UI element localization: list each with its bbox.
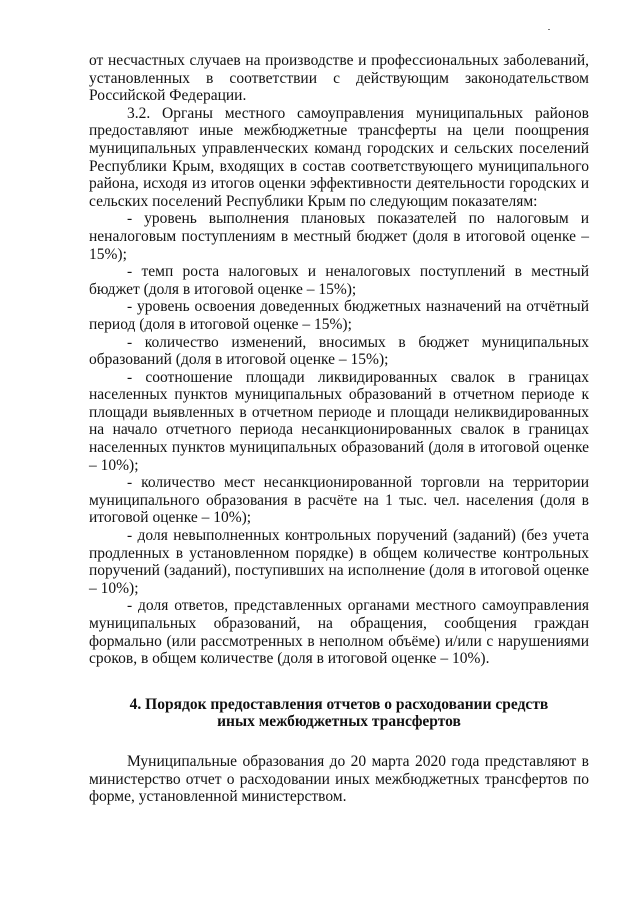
indicator-item: - количество мест несанкционированной торговли на территории муниципального образования в расчёте на 1 тыс. чел. населения (доля в итоговой оценке – 10%);	[89, 474, 589, 527]
indicator-item: - доля ответов, представленных органами местного самоуправления муниципальных образований, на обращения, сообщения граждан формально (или рассмотренных в неполном объёме) и/или с нарушениями сроков, в общем количестве (доля в итоговой оценке – 10%).	[89, 597, 589, 668]
indicator-item: - количество изменений, вносимых в бюджет муниципальных образований (доля в итоговой оценке – 15%);	[89, 333, 589, 369]
document-page	[89, 52, 589, 806]
section-3-2-paragraph: 3.2. Органы местного самоуправления муниципальных районов предоставляют иные межбюджетные трансферты на цели поощрения муниципальных управленческих команд городских и сельских поселений Республики Крым, входящих в состав соответствующего муниципального района, исходя из итогов оценки эффективности деятельности городских и сельских поселений Республики Крым по следующим показателям:	[89, 104, 589, 210]
section-4-heading-line-1: 4. Порядок предоставления отчетов о расходовании средств	[129, 695, 549, 713]
section-4-paragraph: Муниципальные образования до 20 марта 2020 года представляют в министерство отчет о расходовании иных межбюджетных трансфертов по форме, установленной министерством.	[89, 752, 589, 806]
section-4-heading	[89, 696, 589, 731]
indicator-list	[89, 210, 589, 667]
indicator-item: - уровень выполнения плановых показателей по налоговым и неналоговым поступлениям в местный бюджет (доля в итоговой оценке – 15%);	[89, 210, 589, 263]
indicator-item: - уровень освоения доведенных бюджетных назначений на отчётный период (доля в итоговой оценке – 15%);	[89, 298, 589, 333]
indicator-item: - доля невыполненных контрольных поручений (заданий) (без учета продленных в установленном порядке) в общем количестве контрольных поручений (заданий), поступивших на исполнение (доля в итоговой оценке – 10%);	[89, 527, 589, 597]
scan-mark	[548, 29, 550, 30]
intro-paragraph: от несчастных случаев на производстве и профессиональных заболеваний, установленных в соответствии с действующим законодательством Российской Федерации.	[89, 52, 589, 105]
indicator-item: - соотношение площади ликвидированных свалок в границах населенных пунктов муниципальных образований в отчетном периоде к площади выявленных в отчетном периоде и площади неликвидированных на начало отчетного периода несанкционированных свалок в границах населенных пунктов муниципальных образований (доля в итоговой оценке – 10%);	[89, 368, 589, 474]
section-4-heading-line-2: иных межбюджетных трансфертов	[217, 713, 461, 731]
indicator-item: - темп роста налоговых и неналоговых поступлений в местный бюджет (доля в итоговой оценке – 15%);	[89, 263, 589, 298]
